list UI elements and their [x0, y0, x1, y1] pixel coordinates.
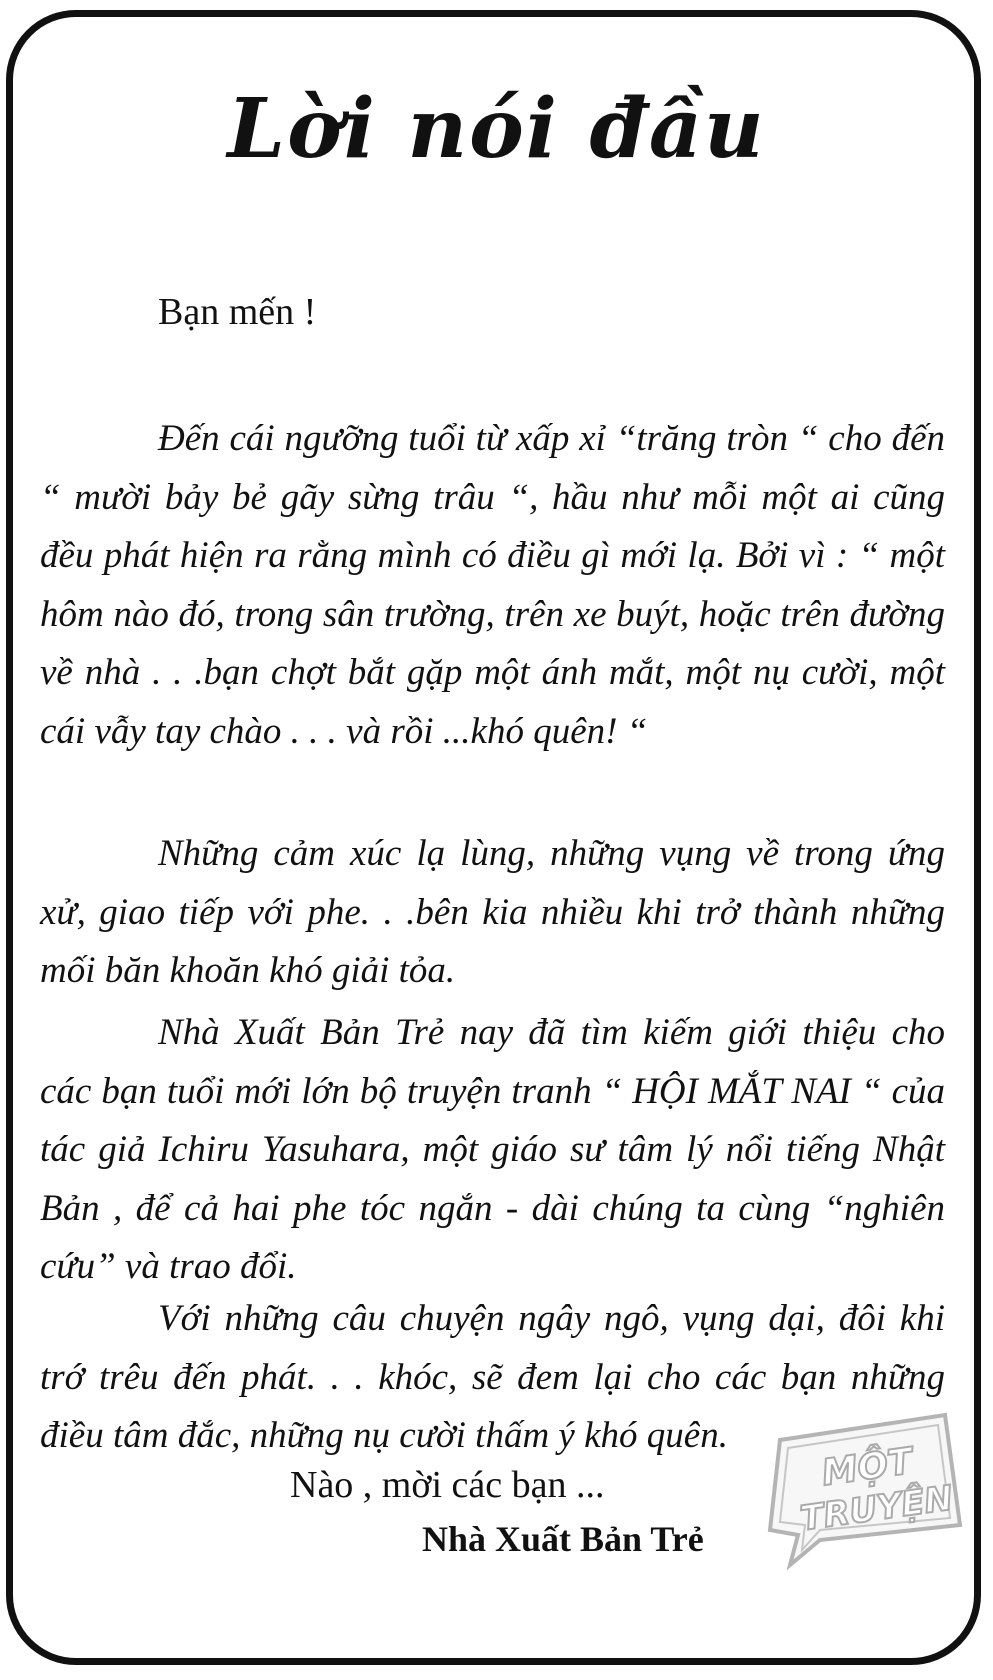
- paragraph-3: [40, 1004, 945, 1297]
- paragraph-2: [40, 825, 945, 1001]
- watermark-logo: [760, 1410, 965, 1570]
- closing-line: Nào , mời các bạn ...: [290, 1464, 605, 1506]
- paragraph-text: Những cảm xúc lạ lùng, những vụng về trong ứng xử, giao tiếp với phe. . .bên kia nhiều khi trở thành những mối băn khoăn khó giải tỏa.: [40, 833, 945, 991]
- greeting: Bạn mến !: [158, 291, 317, 333]
- paragraph-text: Với những câu chuyện ngây ngô, vụng dại, đôi khi trớ trêu đến phát. . . khóc, sẽ đem lại cho các bạn những điều tâm đắc, những nụ cười thấm ý khó quên.: [40, 1298, 945, 1456]
- watermark-text-line2: TRUYỆN: [797, 1478, 956, 1540]
- paragraph-text: Nhà Xuất Bản Trẻ nay đã tìm kiếm giới thiệu cho các bạn tuổi mới lớn bộ truyện tranh “ HỘI MẮT NAI “ của tác giả Ichiru Yasuhara, một giáo sư tâm lý nổi tiếng Nhật Bản , để cả hai phe tóc ngắn - dài chúng ta cùng “nghiên cứu” và trao đổi.: [40, 1012, 945, 1287]
- publisher-signature: Nhà Xuất Bản Trẻ: [422, 1519, 704, 1559]
- paragraph-text: Đến cái ngưỡng tuổi từ xấp xỉ “trăng tròn “ cho đến “ mười bảy bẻ gãy sừng trâu “, hầu như mỗi một ai cũng đều phát hiện ra rằng mình có điều gì mới lạ. Bởi vì : “ một hôm nào đó, trong sân trường, trên xe buýt, hoặc trên đường về nhà . . .bạn chợt bắt gặp một ánh mắt, một nụ cười, một cái vẫy tay chào . . . và rồi ...khó quên! “: [40, 418, 945, 752]
- paragraph-1: [40, 410, 945, 761]
- page-title: Lời nói đầu: [227, 81, 766, 177]
- watermark-text-line1: MỘT: [819, 1440, 916, 1495]
